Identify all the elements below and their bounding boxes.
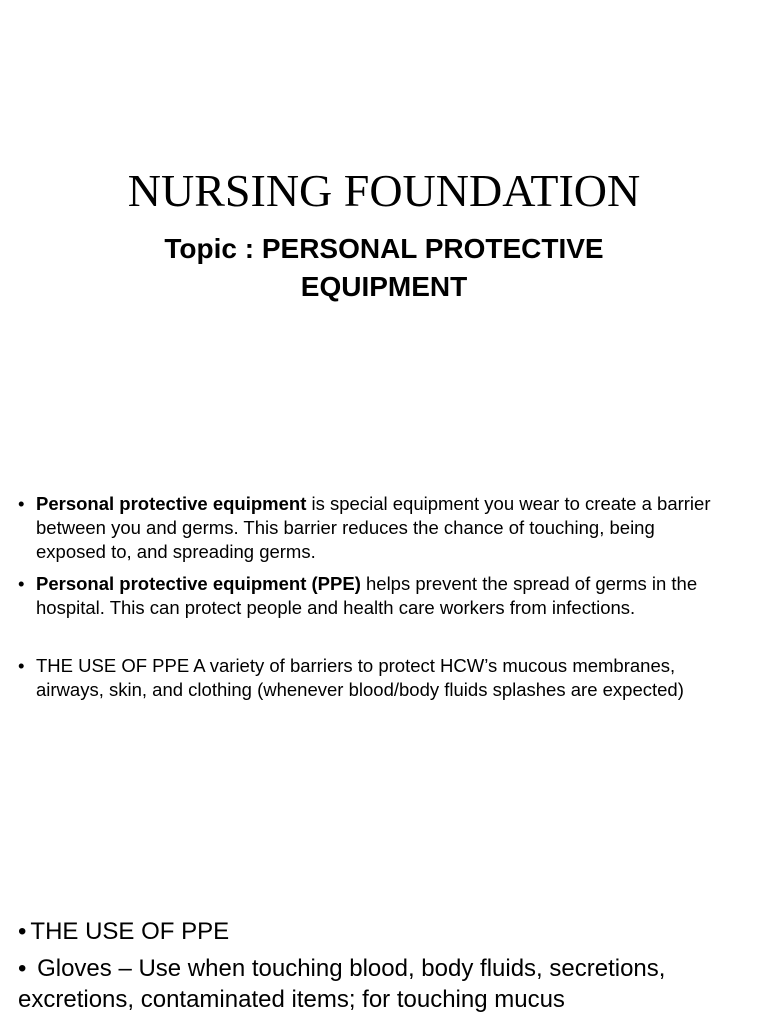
bullet-text: THE USE OF PPE A variety of barriers to protect HCW’s mucous membranes, airways, skin, and clothing (whenever blood/body fluids splashes are expected) [36,655,684,700]
slide-subtitle [0,230,768,306]
bullet-bold-text: Personal protective equipment (PPE) [36,573,361,594]
bullet-text: Gloves – Use when touching blood, body fluids, secretions, excretions, contaminated items; for touching mucus [18,955,666,1013]
list-item [0,916,768,947]
slide-title: NURSING FOUNDATION [127,165,641,216]
subtitle-line-2: EQUIPMENT [300,271,468,302]
bullet-mark: • [18,493,25,514]
list-item [0,654,768,702]
ppe-use-list [0,916,768,1021]
bullet-text: THE USE OF PPE [30,918,230,945]
list-item [0,953,768,1015]
bullet-mark: • [18,955,27,982]
list-item [0,572,768,620]
bullet-mark: • [18,655,25,676]
ppe-bullet-list [0,492,768,710]
bullet-mark: • [18,918,27,945]
list-item [0,492,768,564]
bullet-mark: • [18,573,25,594]
bullet-bold-text: Personal protective equipment [36,493,307,514]
bullet-text: helps prevent the spread of germs in the hospital. This can protect people and health care workers from infections. [36,573,698,618]
subtitle-line-1: Topic : PERSONAL PROTECTIVE [164,233,604,264]
bullet-text: is special equipment you wear to create a barrier between you and germs. This barrier reduces the chance of touching, being exposed to, and spreading germs. [36,493,711,562]
